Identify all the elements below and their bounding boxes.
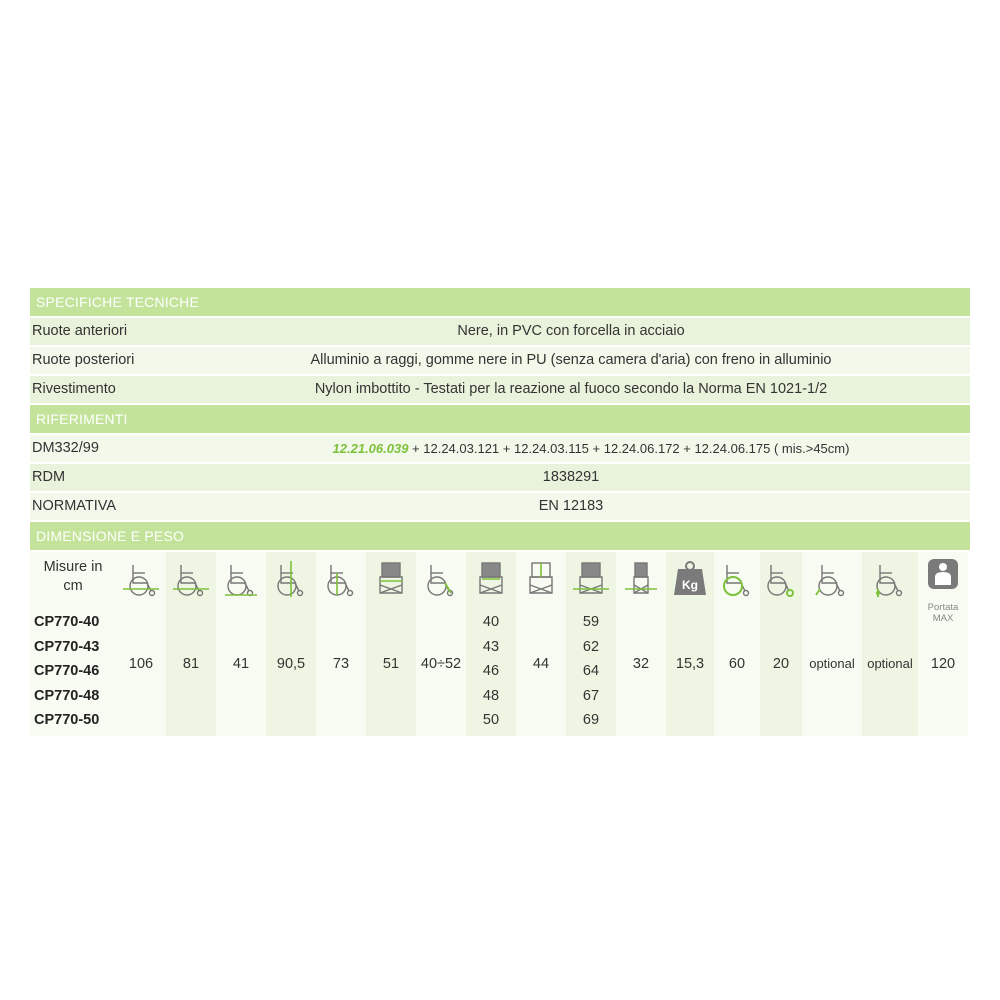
dim-col-length	[116, 552, 166, 736]
rear-wheel-icon	[714, 554, 760, 604]
dim-col-optional-2	[862, 552, 918, 736]
dm-code-highlight: 12.21.06.039	[332, 441, 409, 456]
wheelchair-length-icon	[116, 554, 166, 604]
dim-col-folded-width	[616, 552, 666, 736]
dim-value: 50	[482, 712, 500, 729]
dim-col-seat-depth	[516, 552, 566, 736]
misure-label: Misure in cm	[43, 559, 103, 594]
dim-value: 44	[532, 656, 550, 672]
kg-label: Kg	[682, 578, 698, 592]
weight-kg-icon	[666, 554, 714, 604]
dim-value: 67	[582, 687, 600, 704]
dimension-table	[30, 552, 970, 736]
wheelchair-seat-height-icon	[316, 554, 366, 604]
spec-label: Ruote posteriori	[32, 352, 135, 368]
dim-col-total-height	[266, 552, 316, 736]
wheelchair-footrest-icon	[416, 554, 466, 604]
spec-row	[30, 347, 970, 374]
dim-value: 59	[582, 614, 600, 630]
model-list	[34, 610, 99, 733]
dim-col-seat-width	[466, 552, 516, 736]
wheelchair-total-height-icon	[266, 554, 316, 604]
section-header-specifiche: SPECIFICHE TECNICHE	[30, 288, 970, 316]
dim-col-max-load	[918, 552, 968, 736]
folded-width-icon	[616, 554, 666, 604]
spec-label: Rivestimento	[32, 381, 116, 397]
dim-col-front-wheel	[760, 552, 802, 736]
spec-row	[30, 376, 970, 403]
dim-value: 40	[482, 614, 500, 630]
total-width-icon	[566, 554, 616, 604]
dim-value: 46	[482, 663, 500, 680]
model-code: CP770-46	[34, 663, 100, 680]
ref-label: NORMATIVA	[32, 498, 117, 514]
dim-value: optional	[867, 656, 913, 671]
spec-sheet	[30, 288, 970, 736]
dim-value: 64	[582, 663, 600, 680]
model-code: CP770-40	[34, 614, 100, 630]
spec-value: Nylon imbottito - Testati per la reazione al fuoco secondo la Norma EN 1021-1/2	[314, 381, 828, 397]
wheelchair-front-icon	[366, 554, 416, 604]
dim-value: 73	[332, 656, 350, 672]
seat-width-values	[466, 610, 516, 733]
ref-label: RDM	[32, 469, 66, 485]
ref-label: DM332/99	[32, 440, 99, 456]
dim-value: 32	[632, 656, 650, 672]
dm-code-rest: + 12.24.03.121 + 12.24.03.115 + 12.24.06.172 + 12.24.06.175 ( mis.>45cm)	[408, 441, 850, 456]
dim-value: 41	[232, 656, 250, 672]
dim-col-total-width	[566, 552, 616, 736]
max-load-icon	[918, 552, 968, 596]
ref-row-dm	[30, 435, 970, 462]
dim-value: 106	[128, 656, 154, 672]
dim-value: 51	[382, 656, 400, 672]
dim-value: 15,3	[675, 656, 705, 672]
total-width-values	[566, 610, 616, 733]
ref-value	[212, 435, 970, 462]
seat-width-icon	[466, 554, 516, 604]
dim-value: 60	[728, 656, 746, 672]
section-header-dimensione: DIMENSIONE E PESO	[30, 522, 970, 550]
wheelchair-height-icon	[166, 554, 216, 604]
spec-value: Nere, in PVC con forcella in acciaio	[457, 323, 685, 339]
dim-col-rear-wheel	[714, 552, 760, 736]
anti-tip-icon	[802, 554, 862, 604]
dim-value: 120	[930, 656, 956, 672]
ref-row-normativa	[30, 493, 970, 520]
dim-col-weight	[666, 552, 714, 736]
dim-value: 20	[772, 656, 790, 672]
dim-value: 69	[582, 712, 600, 729]
ref-value: EN 12183	[538, 498, 604, 514]
drip-holder-icon	[862, 554, 918, 604]
model-code: CP770-50	[34, 712, 100, 729]
dim-col-backrest	[366, 552, 416, 736]
dim-value: 48	[482, 687, 500, 704]
dim-col-folded	[216, 552, 266, 736]
section-header-riferimenti: RIFERIMENTI	[30, 405, 970, 433]
dim-value: 90,5	[276, 656, 306, 672]
dim-value: 43	[482, 638, 500, 655]
dim-col-height	[166, 552, 216, 736]
front-wheel-icon	[760, 554, 802, 604]
model-column	[30, 552, 116, 736]
dim-value: 40÷52	[420, 656, 462, 672]
dim-value: 81	[182, 656, 200, 672]
dim-col-seat-height	[316, 552, 366, 736]
seat-depth-icon	[516, 554, 566, 604]
ref-row-rdm	[30, 464, 970, 491]
wheelchair-folded-icon	[216, 554, 266, 604]
dim-value: 62	[582, 638, 600, 655]
model-code: CP770-43	[34, 638, 100, 655]
ref-value: 1838291	[542, 469, 600, 485]
dim-value: optional	[809, 656, 855, 671]
model-code: CP770-48	[34, 687, 100, 704]
spec-value: Alluminio a raggi, gomme nere in PU (senza camera d'aria) con freno in alluminio	[310, 352, 832, 368]
spec-row	[30, 318, 970, 345]
dim-col-optional-1	[802, 552, 862, 736]
dim-col-footrest	[416, 552, 466, 736]
spec-label: Ruote anteriori	[32, 323, 128, 339]
max-load-caption: Portata MAX	[927, 602, 959, 624]
